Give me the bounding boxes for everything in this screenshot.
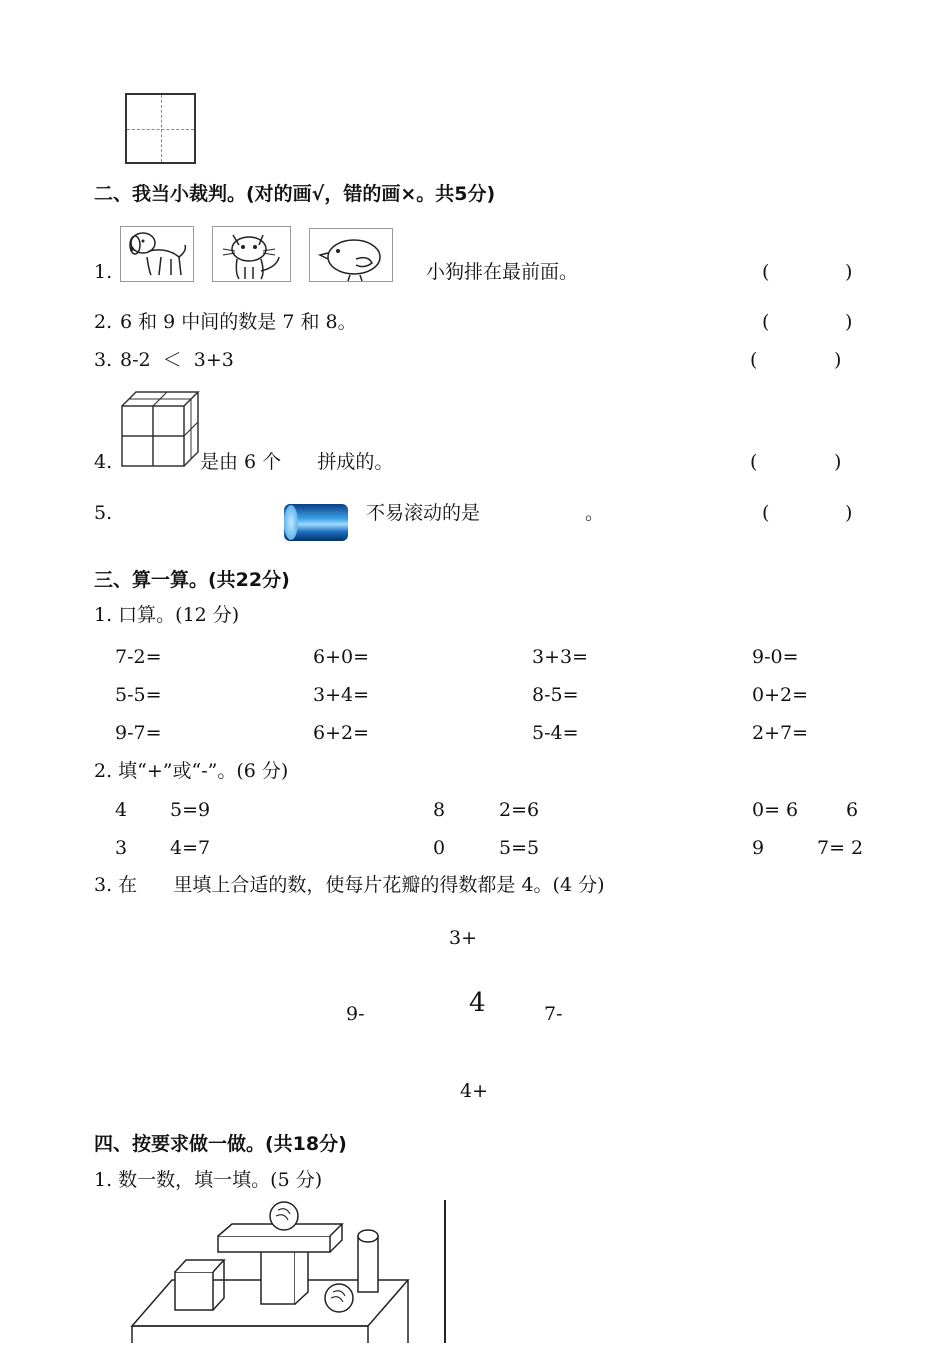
- item-4-number: 4.: [94, 451, 113, 473]
- item-2-text: 6 和 9 中间的数是 7 和 8。: [120, 311, 357, 333]
- q2-title: 2. 填“+”或“-”。(6 分): [94, 760, 289, 782]
- oral-calc-r2c4: 0+2=: [752, 684, 809, 706]
- grid-dashed-horizontal: [127, 129, 194, 130]
- solid-shapes-icon: [128, 1200, 418, 1343]
- item-4-text: 是由 6 个 拼成的。: [200, 451, 394, 473]
- fill-sign-r1-d: 2=6: [499, 799, 540, 821]
- q1-title: 1. 口算。(12 分): [94, 604, 240, 626]
- fill-sign-r1-c: 8: [433, 799, 446, 821]
- cat-image: [212, 226, 291, 282]
- shapes-table-image: [128, 1200, 418, 1343]
- answer-paren-open-3: (: [750, 349, 758, 371]
- cube-stack-icon: [120, 388, 200, 468]
- oral-calc-r1c4: 9-0=: [752, 646, 799, 668]
- oral-calc-r1c2: 6+0=: [313, 646, 370, 668]
- flower-center-number: 4: [469, 988, 486, 1018]
- dog-image: [120, 226, 194, 282]
- answer-paren-close-5[interactable]: ): [845, 502, 853, 524]
- answer-paren-close-3[interactable]: ): [834, 349, 842, 371]
- flower-top-petal: 3+: [449, 927, 478, 949]
- section-4-title: 四、按要求做一做。(共18分): [94, 1133, 347, 1155]
- fill-sign-r2-a: 3: [115, 837, 128, 859]
- cat-icon: [213, 227, 290, 281]
- fill-sign-r1-e: 0= 6: [752, 799, 799, 821]
- fill-sign-r2-d: 5=5: [499, 837, 540, 859]
- answer-paren-open-2: (: [762, 311, 770, 333]
- item-1-number: 1.: [94, 261, 113, 283]
- item-5-text-end: 。: [585, 502, 605, 524]
- cylinder-end-face: [284, 505, 298, 540]
- oral-calc-r3c3: 5-4=: [532, 722, 579, 744]
- answer-paren-close-2[interactable]: ): [845, 311, 853, 333]
- item-5-text: 不易滚动的是: [366, 502, 481, 524]
- fill-sign-r1-a: 4: [115, 799, 128, 821]
- oral-calc-r2c3: 8-5=: [532, 684, 579, 706]
- tian-grid-box: [125, 93, 196, 164]
- section-3-title: 三、算一算。(共22分): [94, 569, 290, 591]
- oral-calc-r2c1: 5-5=: [115, 684, 162, 706]
- oral-calc-r2c2: 3+4=: [313, 684, 370, 706]
- dog-icon: [121, 227, 193, 281]
- item-2-number: 2.: [94, 311, 113, 333]
- answer-paren-close-1[interactable]: ): [845, 261, 853, 283]
- oral-calc-r3c1: 9-7=: [115, 722, 162, 744]
- divider-line: [444, 1200, 446, 1343]
- oral-calc-r3c4: 2+7=: [752, 722, 809, 744]
- fill-sign-r2-c: 0: [433, 837, 446, 859]
- answer-paren-open-5: (: [762, 502, 770, 524]
- flower-bottom-petal: 4+: [460, 1080, 489, 1102]
- answer-paren-close-4[interactable]: ): [834, 451, 842, 473]
- chick-image: [309, 228, 393, 282]
- section-2-title: 二、我当小裁判。(对的画√，错的画×。共5分): [94, 183, 496, 205]
- flower-left-petal: 9-: [346, 1003, 365, 1025]
- fill-sign-r2-b: 4=7: [170, 837, 211, 859]
- item-3-number: 3.: [94, 349, 113, 371]
- cube-stack-image: [120, 388, 200, 468]
- fill-sign-r2-e: 9: [752, 837, 765, 859]
- item-3-text: 8-2 ＜ 3+3: [120, 349, 234, 371]
- oral-calc-r1c1: 7-2=: [115, 646, 162, 668]
- fill-sign-r2-f: 7= 2: [817, 837, 864, 859]
- q3-title: 3. 在 里填上合适的数，使每片花瓣的得数都是 4。(4 分): [94, 874, 605, 896]
- chick-icon: [310, 229, 392, 281]
- oral-calc-r3c2: 6+2=: [313, 722, 370, 744]
- fill-sign-r1-f: 6: [846, 799, 859, 821]
- fill-sign-r1-b: 5=9: [170, 799, 211, 821]
- item-1-text: 小狗排在最前面。: [426, 261, 579, 283]
- item-5-number: 5.: [94, 502, 113, 524]
- s4-q1-title: 1. 数一数，填一填。(5 分): [94, 1169, 323, 1191]
- oral-calc-r1c3: 3+3=: [532, 646, 589, 668]
- answer-paren-open-4: (: [750, 451, 758, 473]
- answer-paren-open-1: (: [762, 261, 770, 283]
- flower-right-petal: 7-: [544, 1003, 563, 1025]
